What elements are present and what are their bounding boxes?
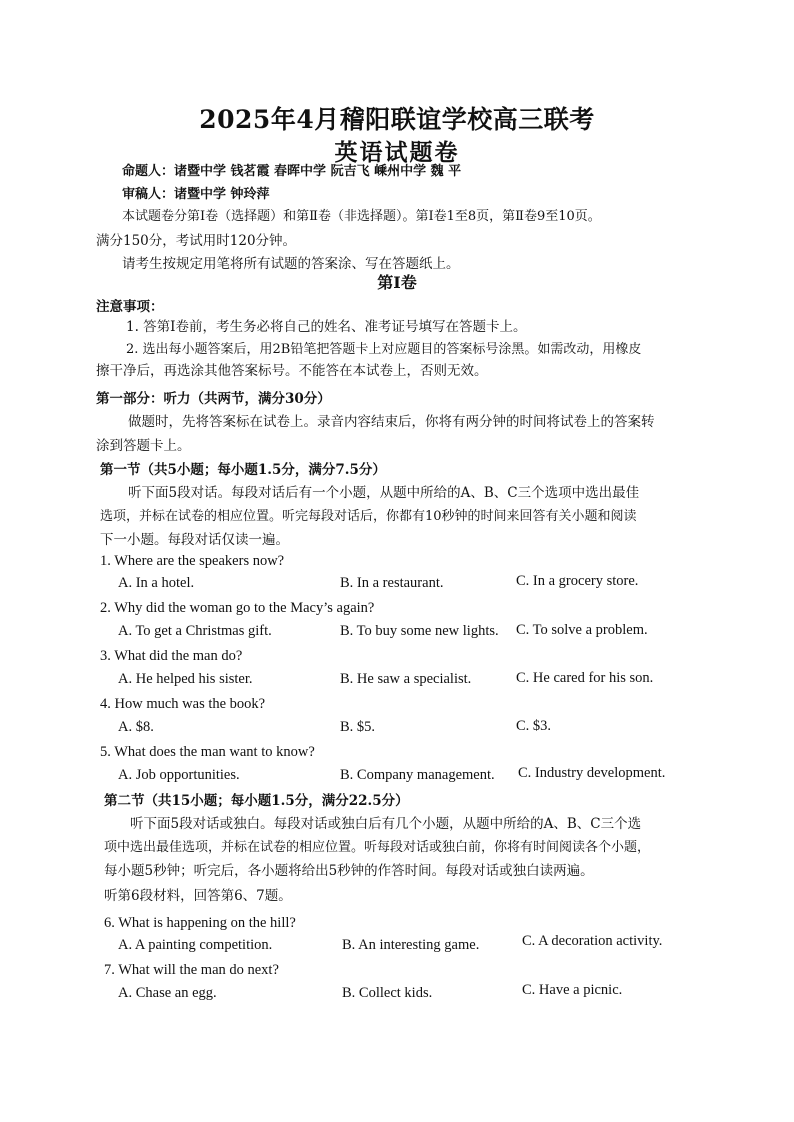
authors-line: 命题人：诸暨中学 钱茗霞 春晖中学 阮吉飞 嵊州中学 魏 平: [122, 164, 462, 179]
question-6-option-b: B. An interesting game.: [342, 937, 480, 953]
section2-instr-1: 听下面5段对话或独白。每段对话或独白后有几个小题，从题中所给的A、B、C三个选: [130, 816, 642, 832]
intro-line-2: 满分150分，考试用时120分钟。: [96, 233, 297, 249]
section2-heading: 第二节（共15小题；每小题1.5分，满分22.5分）: [104, 793, 409, 809]
question-1-option-b: B. In a restaurant.: [340, 575, 444, 591]
question-5-option-c: C. Industry development.: [518, 765, 666, 781]
exam-subtitle: 英语试题卷: [334, 139, 460, 166]
section1-instr-3: 下一小题。每段对话仅读一遍。: [100, 532, 289, 548]
section1-instr-1: 听下面5段对话。每段对话后有一个小题，从题中所给的A、B、C三个选项中选出最佳: [128, 485, 640, 501]
question-2-option-a: A. To get a Christmas gift.: [118, 623, 272, 639]
reviewer-line: 审稿人：诸暨中学 钟玲萍: [122, 187, 270, 202]
question-2-option-c: C. To solve a problem.: [516, 622, 648, 638]
question-7-option-c: C. Have a picnic.: [522, 982, 623, 998]
part1-heading: 第一部分：听力（共两节，满分30分）: [96, 391, 331, 407]
question-4-stem: 4. How much was the book?: [100, 696, 266, 712]
question-1-stem: 1. Where are the speakers now?: [100, 553, 285, 569]
question-7-option-b: B. Collect kids.: [342, 985, 433, 1001]
question-4-option-c: C. $3.: [516, 718, 552, 734]
question-1-option-c: C. In a grocery store.: [516, 573, 639, 589]
section1-instr-2: 选项，并标在试卷的相应位置。听完每段对话后，你都有10秒钟的时间来回答有关小题和阅读: [100, 509, 637, 524]
question-6-option-a: A. A painting competition.: [118, 937, 273, 953]
intro-line-1: 本试题卷分第Ⅰ卷（选择题）和第Ⅱ卷（非选择题）。第Ⅰ卷1至8页，第Ⅱ卷9至10页。: [122, 209, 601, 224]
section2-material: 听第6段材料，回答第6、7题。: [104, 888, 292, 904]
section2-instr-2: 项中选出最佳选项，并标在试卷的相应位置。听每段对话或独白前，你将有时间阅读各个小题，: [104, 840, 651, 855]
question-7-stem: 7. What will the man do next?: [104, 962, 279, 978]
notes-item-1: 1. 答第Ⅰ卷前，考生务必将自己的姓名、准考证号填写在答题卡上。: [126, 319, 527, 335]
question-2-stem: 2. Why did the woman go to the Macy’s again?: [100, 600, 375, 616]
question-4-option-a: A. $8.: [118, 719, 154, 735]
question-7-option-a: A. Chase an egg.: [118, 985, 217, 1001]
question-3-stem: 3. What did the man do?: [100, 648, 243, 664]
question-5-option-b: B. Company management.: [340, 767, 495, 783]
volume-title: 第Ⅰ卷: [377, 273, 417, 292]
part1-instr-1: 做题时，先将答案标在试卷上。录音内容结束后，你将有两分钟的时间将试卷上的答案转: [128, 414, 655, 430]
question-4-option-b: B. $5.: [340, 719, 376, 735]
notes-item-2b: 擦干净后，再选涂其他答案标号。不能答在本试卷上，否则无效。: [96, 363, 488, 379]
notes-heading: 注意事项：: [96, 299, 164, 315]
question-5-stem: 5. What does the man want to know?: [100, 744, 315, 760]
exam-title: 2025年4月稽阳联谊学校高三联考: [199, 105, 595, 134]
question-3-option-c: C. He cared for his son.: [516, 670, 654, 686]
question-1-option-a: A. In a hotel.: [118, 575, 195, 591]
part1-instr-2: 涂到答题卡上。: [96, 438, 191, 454]
question-3-option-b: B. He saw a specialist.: [340, 671, 472, 687]
question-6-option-c: C. A decoration activity.: [522, 933, 663, 949]
notes-item-2a: 2. 选出每小题答案后，用2B铅笔把答题卡上对应题目的答案标号涂黑。如需改动，用橡皮: [126, 342, 642, 357]
question-5-option-a: A. Job opportunities.: [118, 767, 240, 783]
question-3-option-a: A. He helped his sister.: [118, 671, 253, 687]
section2-instr-3: 每小题5秒钟；听完后，各小题将给出5秒钟的作答时间。每段对话或独白读两遍。: [104, 863, 594, 879]
section1-heading: 第一节（共5小题；每小题1.5分，满分7.5分）: [100, 462, 386, 478]
intro-line-3: 请考生按规定用笔将所有试题的答案涂、写在答题纸上。: [122, 256, 460, 272]
question-6-stem: 6. What is happening on the hill?: [104, 915, 296, 931]
question-2-option-b: B. To buy some new lights.: [340, 623, 499, 639]
